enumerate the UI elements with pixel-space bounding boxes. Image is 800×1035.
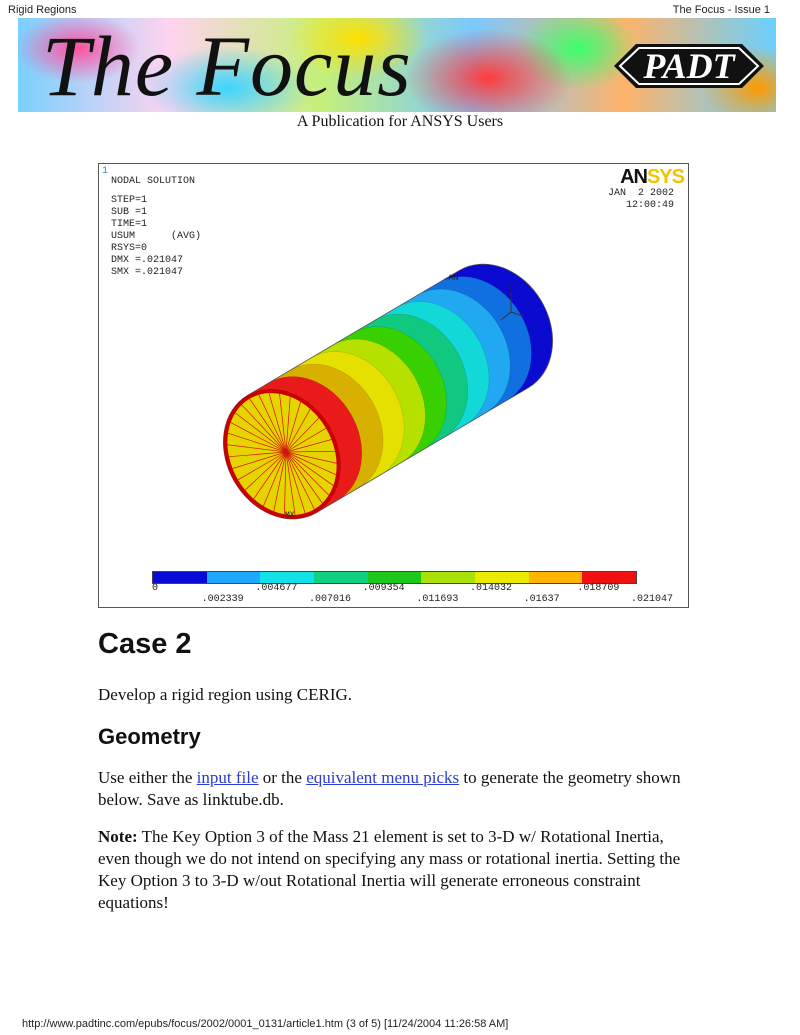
- solution-info-line: USUM (AVG): [111, 231, 202, 242]
- note-label: Note:: [98, 827, 138, 846]
- menu-picks-link[interactable]: equivalent menu picks: [306, 768, 460, 787]
- geometry-text-prefix: Use either the: [98, 768, 197, 787]
- solution-info-line: SUB =1: [111, 207, 148, 218]
- input-file-link[interactable]: input file: [196, 768, 259, 787]
- color-legend-tick: .014032: [470, 583, 513, 594]
- print-header: [0, 0, 800, 18]
- geometry-paragraph: [98, 767, 698, 811]
- solution-info-line: SMX =.021047: [111, 267, 184, 278]
- ansys-nodal-solution-figure: [98, 163, 689, 608]
- solution-info-line: NODAL SOLUTION: [111, 176, 196, 187]
- color-legend-tick: .018709: [577, 583, 620, 594]
- publication-subtitle: A Publication for ANSYS Users: [296, 113, 504, 130]
- ansys-logo-part2: SYS: [646, 166, 684, 188]
- solution-info-line: TIME=1: [111, 219, 148, 230]
- node-label-mn: MN: [449, 274, 459, 283]
- solution-info-line: STEP=1: [111, 195, 148, 206]
- color-legend-tick: .007016: [309, 594, 352, 605]
- solution-time: 12:00:49: [625, 200, 674, 211]
- note-text: The Key Option 3 of the Mass 21 element is set to 3-D w/ Rotational Inertia, even though we do not intend on specifying any mass or rotational inertia. Setting the Key Option 3 to 3-D w/out Rotational Inertia will generate erroneous constraint equations!: [98, 827, 681, 912]
- color-legend-tick: .004677: [255, 583, 298, 594]
- print-footer-url: http://www.padtinc.com/epubs/focus/2002/0001_0131/article1.htm (3 of 5) [11/24/2004 11:26:58 AM]: [22, 1018, 509, 1030]
- color-legend-tick: 0: [152, 583, 159, 594]
- color-legend-swatch: [529, 572, 583, 583]
- geometry-heading: Geometry: [98, 724, 201, 749]
- cylinder-plot: [99, 164, 688, 564]
- ansys-logo-part1: AN: [620, 166, 647, 188]
- intro-paragraph: Develop a rigid region using CERIG.: [98, 685, 353, 704]
- color-legend-tick: .01637: [523, 594, 560, 605]
- color-legend-swatch: [260, 572, 314, 583]
- masthead-banner: [18, 18, 776, 112]
- color-legend-swatch: [207, 572, 261, 583]
- color-legend-swatch: [475, 572, 529, 583]
- axis-y-label: Y: [508, 284, 513, 293]
- solution-date: JAN 2 2002: [607, 188, 674, 199]
- color-legend-swatch: [314, 572, 368, 583]
- masthead-title: The Focus: [42, 18, 412, 112]
- color-legend-swatch: [421, 572, 475, 583]
- solution-info-line: DMX =.021047: [111, 255, 184, 266]
- case-heading: Case 2: [98, 628, 192, 660]
- color-legend-swatch: [582, 572, 636, 583]
- window-number: 1: [102, 166, 109, 177]
- padt-logo-text: PADT: [643, 46, 735, 86]
- geometry-text-mid: or the: [258, 768, 307, 787]
- print-header-issue: The Focus - Issue 1: [672, 4, 770, 16]
- node-label-mx: MX: [285, 511, 295, 520]
- color-legend-tick: .021047: [631, 594, 674, 605]
- geometry-text-suffix: to generate the geometry shown below. Save as linktube.db.: [98, 768, 681, 809]
- color-legend-tick: .009354: [362, 583, 405, 594]
- padt-logo: [614, 40, 764, 92]
- note-paragraph: [98, 826, 698, 914]
- color-legend-tick: .002339: [201, 594, 244, 605]
- color-legend-swatch: [153, 572, 207, 583]
- color-legend-tick: .011693: [416, 594, 459, 605]
- solution-info-line: RSYS=0: [111, 243, 148, 254]
- color-legend-swatch: [368, 572, 422, 583]
- print-header-title: Rigid Regions: [8, 4, 77, 16]
